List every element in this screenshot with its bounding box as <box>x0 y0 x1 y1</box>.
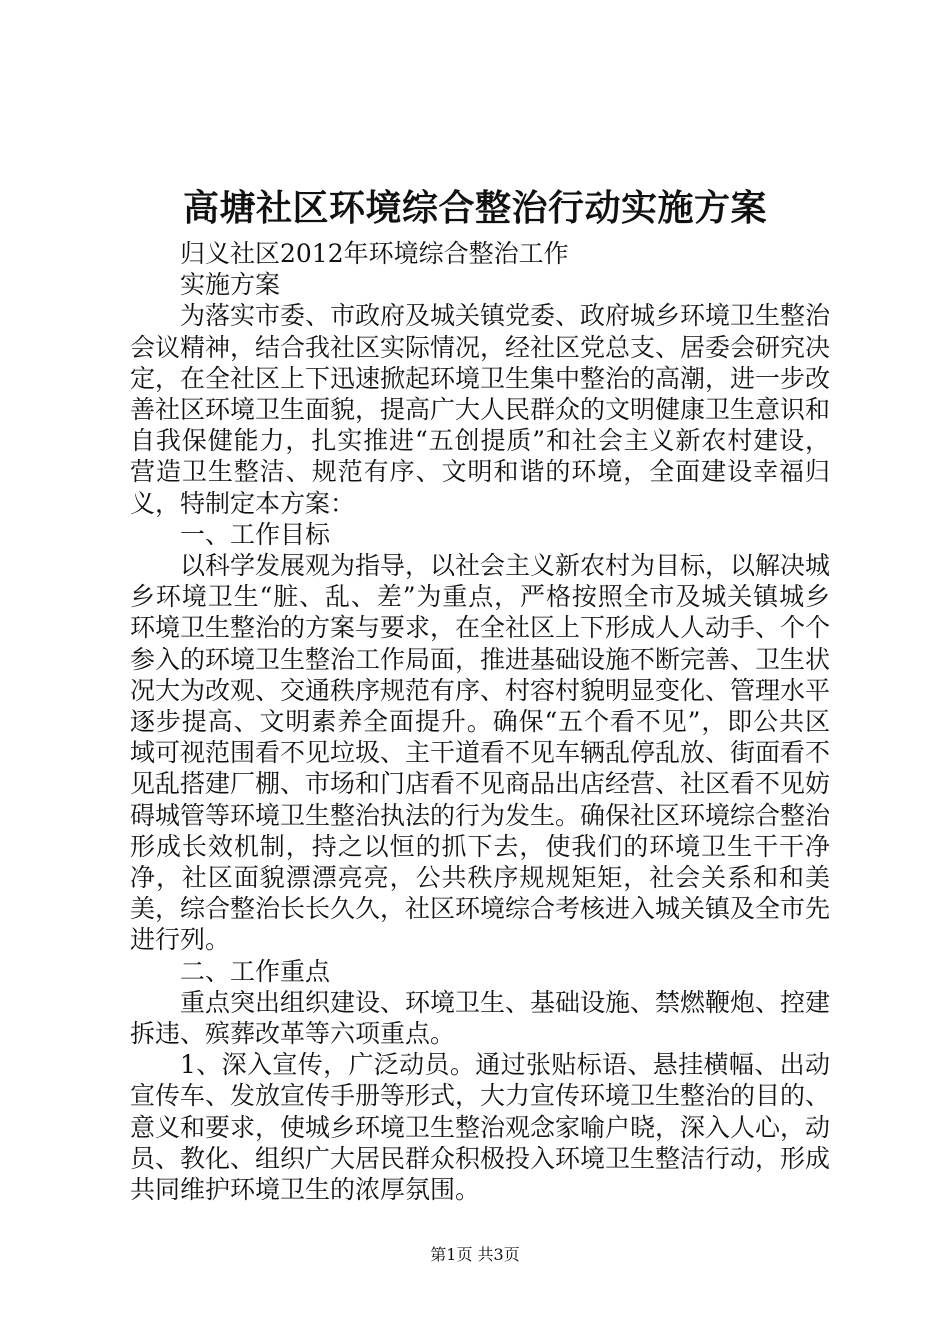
section-heading: 二、工作重点 <box>180 956 331 986</box>
body-paragraph: 以科学发展观为指导，以社会主义新农村为目标，以解决城乡环境卫生“脏、乱、差”为重点，严格按照全市及城关镇城乡环境卫生整治的方案与要求，在全社区上下形成人人动手、个个参入的环境卫生整治工作局面，推进基础设施不断完善、卫生状况大为改观、交通秩序规范有序、村容村貌明显变化、管理水平逐步提高、文明素养全面提升。确保“五个看不见”，即公共区域可视范围看不见垃圾、主干道看不见车辆乱停乱放、街面看不见乱搭建厂棚、市场和门店看不见商品出店经营、社区看不见妨碍城管等环境卫生整治执法的行为发生。确保社区环境综合整治形成长效机制，持之以恒的抓下去，使我们的环境卫生干干净净，社区面貌漂漂亮亮，公共秩序规规矩矩，社会关系和和美美，综合整治长长久久，社区环境综合考核进入城关镇及全市先进行列。 <box>130 551 831 955</box>
document-body <box>130 238 830 1205</box>
page-footer: 第1页 共3页 <box>430 1245 520 1264</box>
section-heading: 一、工作目标 <box>180 519 331 549</box>
subtitle-line: 归义社区2012年环境综合整治工作 <box>180 239 569 268</box>
subtitle-line: 实施方案 <box>180 270 281 300</box>
body-paragraph: 重点突出组织建设、环境卫生、基础设施、禁燃鞭炮、控建拆违、殡葬改革等六项重点。 <box>130 987 831 1049</box>
document-title: 高塘社区环境综合整治行动实施方案 <box>182 187 767 229</box>
body-paragraph: 1、深入宣传，广泛动员。通过张贴标语、悬挂横幅、出动宣传车、发放宣传手册等形式，大力宣传环境卫生整治的目的、意义和要求，使城乡环境卫生整治观念家喻户晓，深入人心，动员、教化、组织广大居民群众积极投入环境卫生整洁行动，形成共同维护环境卫生的浓厚氛围。 <box>130 1050 831 1205</box>
body-paragraph: 为落实市委、市政府及城关镇党委、政府城乡环境卫生整治会议精神，结合我社区实际情况，经社区党总支、居委会研究决定，在全社区上下迅速掀起环境卫生集中整治的高潮，进一步改善社区环境卫生面貌，提高广大人民群众的文明健康卫生意识和自我保健能力，扎实推进“五创提质”和社会主义新农村建设，营造卫生整洁、规范有序、文明和谐的环境，全面建设幸福归义，特制定本方案： <box>130 301 831 518</box>
